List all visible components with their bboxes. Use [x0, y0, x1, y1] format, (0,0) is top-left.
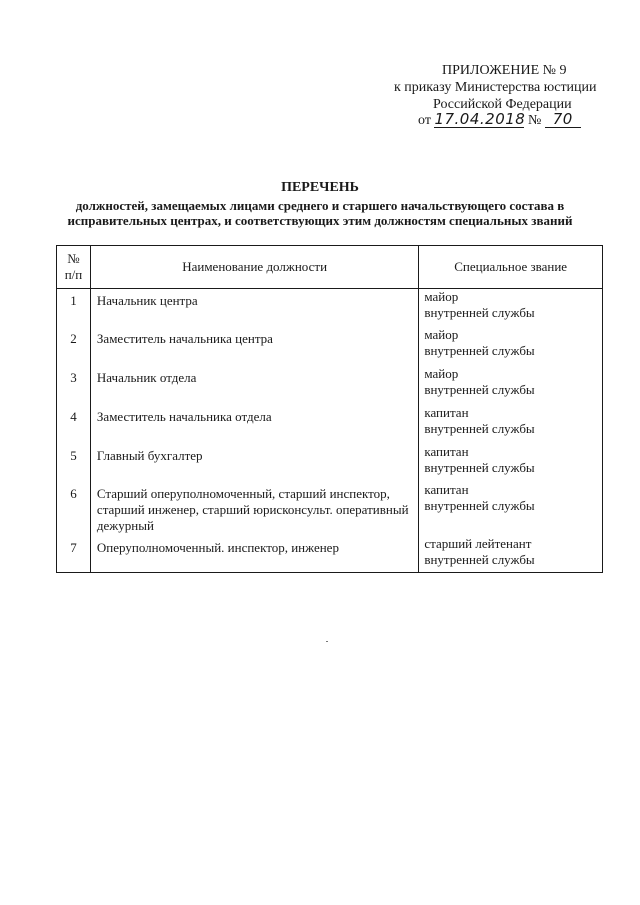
- rank-service: внутренней службы: [424, 497, 535, 513]
- scan-speck: [326, 641, 328, 642]
- row-number: 7: [57, 536, 91, 573]
- from-label: от: [418, 113, 431, 128]
- rank-title: майор: [424, 289, 459, 304]
- table-row: [57, 536, 603, 573]
- rank-title: капитан: [424, 404, 469, 420]
- rank-title: майор: [424, 326, 459, 342]
- row-rank: [419, 482, 603, 536]
- rank-service: внутренней службы: [424, 551, 535, 567]
- rank-title: старший лейтенант: [424, 535, 532, 551]
- row-rank: [419, 405, 603, 444]
- row-position: Оперуполномоченный. инспектор, инженер: [90, 536, 418, 573]
- table-row: [57, 366, 603, 405]
- list-subtitle-line1: должностей, замещаемых лицами среднего и старшего начальствующего состава в: [75, 198, 565, 213]
- row-rank: [419, 536, 603, 573]
- table-row: [57, 405, 603, 444]
- row-number: 3: [57, 366, 91, 405]
- appendix-date-line: [418, 112, 581, 129]
- header-rank: Специальное звание: [419, 246, 603, 289]
- handwritten-date: 17.04.2018: [434, 110, 526, 128]
- table-row: [57, 327, 603, 366]
- header-number-sign: №: [67, 251, 80, 266]
- rank-service: внутренней службы: [424, 305, 535, 320]
- rank-title: майор: [424, 365, 459, 381]
- row-position: Заместитель начальника отдела: [90, 405, 418, 444]
- header-number-pp: п/п: [64, 267, 83, 282]
- row-number: 6: [57, 482, 91, 536]
- appendix-title: ПРИЛОЖЕНИЕ № 9: [442, 63, 567, 78]
- rank-service: внутренней службы: [424, 342, 535, 358]
- handwritten-number: 70: [545, 112, 581, 128]
- rank-title: капитан: [424, 443, 469, 459]
- list-subtitle-line2: исправительных центрах, и соответствующих этим должностям специальных званий: [67, 213, 573, 228]
- number-label: №: [527, 113, 542, 128]
- row-rank: [419, 366, 603, 405]
- row-rank: [419, 444, 603, 482]
- row-position: Начальник центра: [90, 289, 418, 327]
- rank-title: капитан: [424, 481, 469, 497]
- header-position: Наименование должности: [90, 246, 418, 289]
- table-header-row: [57, 246, 603, 289]
- row-rank: [419, 289, 603, 327]
- rank-service: внутренней службы: [424, 420, 535, 436]
- row-number: 5: [57, 444, 91, 482]
- row-position: Заместитель начальника центра: [90, 327, 418, 366]
- row-position: Старший оперуполномоченный, старший инспектор, старший инженер, старший юрисконсульт. оперативный дежурный: [90, 482, 418, 536]
- header-number: [57, 246, 91, 289]
- row-number: 2: [57, 327, 91, 366]
- rank-service: внутренней службы: [424, 459, 535, 475]
- list-heading: ПЕРЕЧЕНЬ: [281, 180, 359, 195]
- table-row: [57, 482, 603, 536]
- row-position: Начальник отдела: [90, 366, 418, 405]
- appendix-country: Российской Федерации: [433, 97, 572, 112]
- appendix-order-ref: к приказу Министерства юстиции: [394, 80, 597, 95]
- row-number: 1: [57, 289, 91, 327]
- table-row: [57, 289, 603, 327]
- rank-service: внутренней службы: [424, 381, 535, 397]
- row-position: Главный бухгалтер: [90, 444, 418, 482]
- table-row: [57, 444, 603, 482]
- positions-table: [56, 245, 603, 573]
- row-rank: [419, 327, 603, 366]
- row-number: 4: [57, 405, 91, 444]
